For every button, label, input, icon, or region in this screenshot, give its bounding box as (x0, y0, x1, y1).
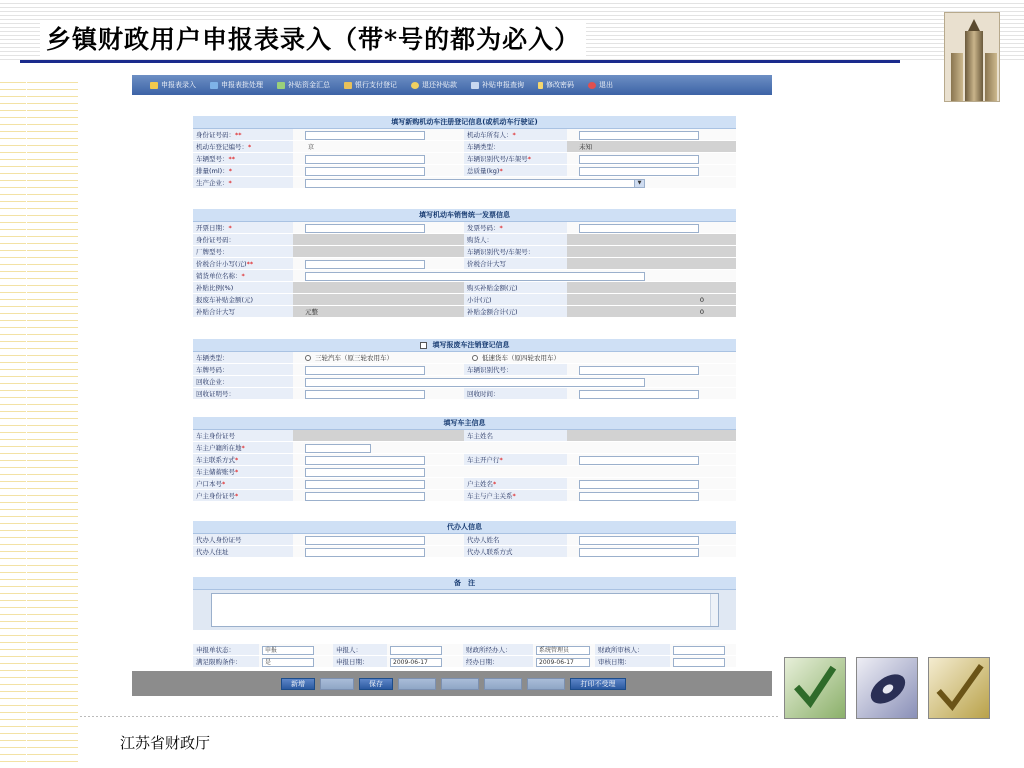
label-scrap-amount: 报废车补贴金额(元) (193, 294, 293, 305)
label-owner-name: 车主姓名 (464, 430, 567, 441)
query-icon (471, 82, 479, 89)
label-buy-amount: 购买补贴金额(元) (464, 282, 567, 293)
id-no-input[interactable] (305, 131, 425, 140)
label-cert-no: 回收证明号： (193, 388, 293, 399)
label-vin: 车辆识别代号/车架号： (464, 246, 567, 257)
label-recycler: 回收企业： (193, 376, 293, 387)
invoice-no-input[interactable] (579, 224, 699, 233)
menu-item-refund[interactable]: 退还补贴款 (411, 80, 457, 90)
action-button-2[interactable] (320, 678, 354, 690)
radio-icon (472, 355, 478, 361)
section-title: 填写机动车销售统一发票信息 (193, 209, 736, 222)
checkmark-image (784, 657, 846, 719)
model-input[interactable] (305, 155, 425, 164)
audit-date-field (673, 658, 725, 667)
plate-input[interactable] (305, 366, 425, 375)
bank-icon (344, 82, 352, 89)
subtotal-value: 0 (567, 294, 736, 305)
decorative-strip (0, 82, 78, 768)
section-vehicle-registration (193, 116, 736, 189)
menu-item-query[interactable]: 补贴申报查询 (471, 80, 524, 90)
buyer-value (567, 234, 736, 245)
hukou-input[interactable] (305, 444, 371, 453)
condition-field: 是 (262, 658, 314, 667)
radio-tricycle[interactable]: 三轮汽车（原三轮农用车） (293, 352, 464, 363)
auditor-field (673, 646, 725, 655)
label-hukou: 车主户籍所在地* (193, 442, 293, 453)
refund-icon (411, 82, 419, 89)
chevron-down-icon: ▼ (634, 180, 644, 187)
book-no-input[interactable] (305, 480, 425, 489)
label-brand: 厂牌型号： (193, 246, 293, 257)
label-audit-date: 审核日期： (595, 656, 670, 667)
label-subtotal: 小计(元) (464, 294, 567, 305)
label-buyer: 购货人： (464, 234, 567, 245)
reporter-field (390, 646, 442, 655)
remarks-textarea[interactable] (211, 593, 719, 627)
disc-image (856, 657, 918, 719)
agent-name-input[interactable] (579, 536, 699, 545)
vin-input[interactable] (579, 366, 699, 375)
save-button[interactable]: 保存 (359, 678, 393, 690)
label-invoice-date: 开票日期：* (193, 222, 293, 233)
section-owner (193, 417, 736, 502)
section-title: 填写车主信息 (193, 417, 736, 430)
vin-value (567, 246, 736, 257)
head-input[interactable] (579, 480, 699, 489)
label-mass: 总质量(kg)* (464, 165, 567, 176)
label-head-id: 户主身份证号* (193, 490, 293, 501)
label-op-date: 经办日期： (463, 656, 533, 667)
section-title: 填写报废车注销登记信息 (193, 339, 736, 352)
label-total: 补贴金额合计(元) (464, 306, 567, 317)
label-vin: 车辆识别代号： (464, 364, 567, 375)
bank-input[interactable] (579, 456, 699, 465)
section-invoice (193, 209, 736, 318)
label-maker: 生产企业：* (193, 177, 293, 188)
vin-input[interactable] (579, 155, 699, 164)
menu-bar (132, 75, 772, 95)
section-scrap-vehicle (193, 339, 736, 400)
label-displacement: 排量(ml)：* (193, 165, 293, 176)
section-title: 代办人信息 (193, 521, 736, 534)
label-account: 车主储蓄账号* (193, 466, 293, 477)
label-reg-no: 机动车登记编号：* (193, 141, 293, 152)
label-auditor: 财政所审核人： (595, 644, 670, 655)
label-owner: 机动车所有人：* (464, 129, 567, 140)
owner-id-value (293, 430, 464, 441)
section-title: 备 注 (193, 577, 736, 590)
label-handler: 财政所经办人： (463, 644, 533, 655)
label-bank: 车主开户行* (464, 454, 567, 465)
slide-title: 乡镇财政用户申报表录入（带*号的都为必入） (40, 20, 586, 56)
footer-label: 江苏省财政厅 (120, 734, 211, 752)
scrap-checkbox[interactable] (420, 342, 427, 349)
relation-input[interactable] (579, 492, 699, 501)
action-bar (132, 671, 772, 696)
op-date-field: 2009-06-17 (536, 658, 590, 667)
agent-id-input[interactable] (305, 536, 425, 545)
label-recycle-time: 回收时间： (464, 388, 567, 399)
add-button[interactable]: 新增 (281, 678, 315, 690)
section-remarks (193, 577, 736, 630)
owner-input[interactable] (579, 131, 699, 140)
exit-icon (588, 82, 596, 89)
building-image (944, 12, 1000, 102)
mass-input[interactable] (579, 167, 699, 176)
label-book-no: 户口本号* (193, 478, 293, 489)
label-reporter: 申报人： (333, 644, 387, 655)
label-vehicle-type: 车辆类型： (193, 352, 293, 363)
menu-item-summary[interactable]: 补贴资金汇总 (277, 80, 330, 90)
action-button-7[interactable] (527, 678, 565, 690)
handler-field: 系统管理员 (536, 646, 590, 655)
label-agent-name: 代办人姓名 (464, 534, 567, 545)
footer-divider (80, 716, 780, 717)
menu-item-exit[interactable]: 退出 (588, 80, 613, 90)
label-price-big: 价税合计大写 (464, 258, 567, 269)
label-contact: 车主联系方式* (193, 454, 293, 465)
batch-icon (210, 82, 218, 89)
label-state: 申报单状态： (193, 644, 259, 655)
invoice-date-input[interactable] (305, 224, 425, 233)
buy-amount-value (567, 282, 736, 293)
ratio-value (293, 282, 464, 293)
account-input[interactable] (305, 468, 425, 477)
price-small-input[interactable] (305, 260, 425, 269)
label-agent-id: 代办人身份证号 (193, 534, 293, 545)
label-vehicle-type: 车辆类型： (464, 141, 567, 152)
agent-contact-input[interactable] (579, 548, 699, 557)
id-no-value (293, 234, 464, 245)
menu-item-batch[interactable]: 申报表批处理 (210, 80, 263, 90)
status-panel (193, 644, 736, 668)
label-id-no: 身份证号码：** (193, 129, 293, 140)
reg-no-input[interactable]: 京 (305, 143, 425, 152)
menu-item-bank[interactable]: 银行支付登记 (344, 80, 397, 90)
label-owner-id: 车主身份证号 (193, 430, 293, 441)
scrap-amount-value (293, 294, 464, 305)
key-icon (538, 82, 543, 89)
form-entry-icon (150, 82, 158, 89)
label-agent-contact: 代办人联系方式 (464, 546, 567, 557)
label-head: 户主姓名* (464, 478, 567, 489)
contact-input[interactable] (305, 456, 425, 465)
label-invoice-no: 发票号码：* (464, 222, 567, 233)
summary-icon (277, 82, 285, 89)
scrollbar[interactable] (710, 594, 718, 626)
label-plate: 车牌号码： (193, 364, 293, 375)
brand-value (293, 246, 464, 257)
action-button-4[interactable] (398, 678, 436, 690)
total-value: 0 (567, 306, 736, 317)
action-button-5[interactable] (441, 678, 479, 690)
maker-select[interactable] (305, 179, 645, 188)
label-ratio: 补贴比例(%) (193, 282, 293, 293)
report-date-field: 2009-06-17 (390, 658, 442, 667)
label-relation: 车主与户主关系* (464, 490, 567, 501)
section-title: 填写新购机动车注册登记信息(或机动车行驶证) (193, 116, 736, 129)
action-button-6[interactable] (484, 678, 522, 690)
label-model: 车辆型号：** (193, 153, 293, 164)
total-big-value: 元整 (293, 306, 464, 317)
app-window (132, 75, 772, 696)
head-id-input[interactable] (305, 492, 425, 501)
label-id-no: 身份证号码： (193, 234, 293, 245)
title-underline (20, 60, 900, 63)
section-agent (193, 521, 736, 558)
label-price-small: 价税合计小写(元)** (193, 258, 293, 269)
label-condition: 满足限购条件： (193, 656, 259, 667)
menu-item-form-entry[interactable]: 申报表录入 (150, 80, 196, 90)
vehicle-type-value: 未知 (567, 141, 736, 152)
label-total-big: 补贴合计大写 (193, 306, 293, 317)
menu-item-password[interactable]: 修改密码 (538, 80, 574, 90)
label-vin: 车辆识别代号/车架号* (464, 153, 567, 164)
label-report-date: 申报日期： (333, 656, 387, 667)
state-field: 申报 (262, 646, 314, 655)
radio-low-speed-truck[interactable]: 低速货车（原四轮农用车） (464, 352, 736, 363)
price-big-value (567, 258, 736, 269)
seller-input[interactable] (305, 272, 645, 281)
label-agent-addr: 代办人住址 (193, 546, 293, 557)
print-reject-button[interactable]: 打印不受理 (570, 678, 626, 690)
owner-name-value (567, 430, 736, 441)
displacement-input[interactable] (305, 167, 425, 176)
cert-no-input[interactable] (305, 390, 425, 399)
radio-icon (305, 355, 311, 361)
recycler-input[interactable] (305, 378, 645, 387)
pen-check-image (928, 657, 990, 719)
recycle-time-input[interactable] (579, 390, 699, 399)
label-seller: 销货单位名称：* (193, 270, 293, 281)
agent-addr-input[interactable] (305, 548, 425, 557)
